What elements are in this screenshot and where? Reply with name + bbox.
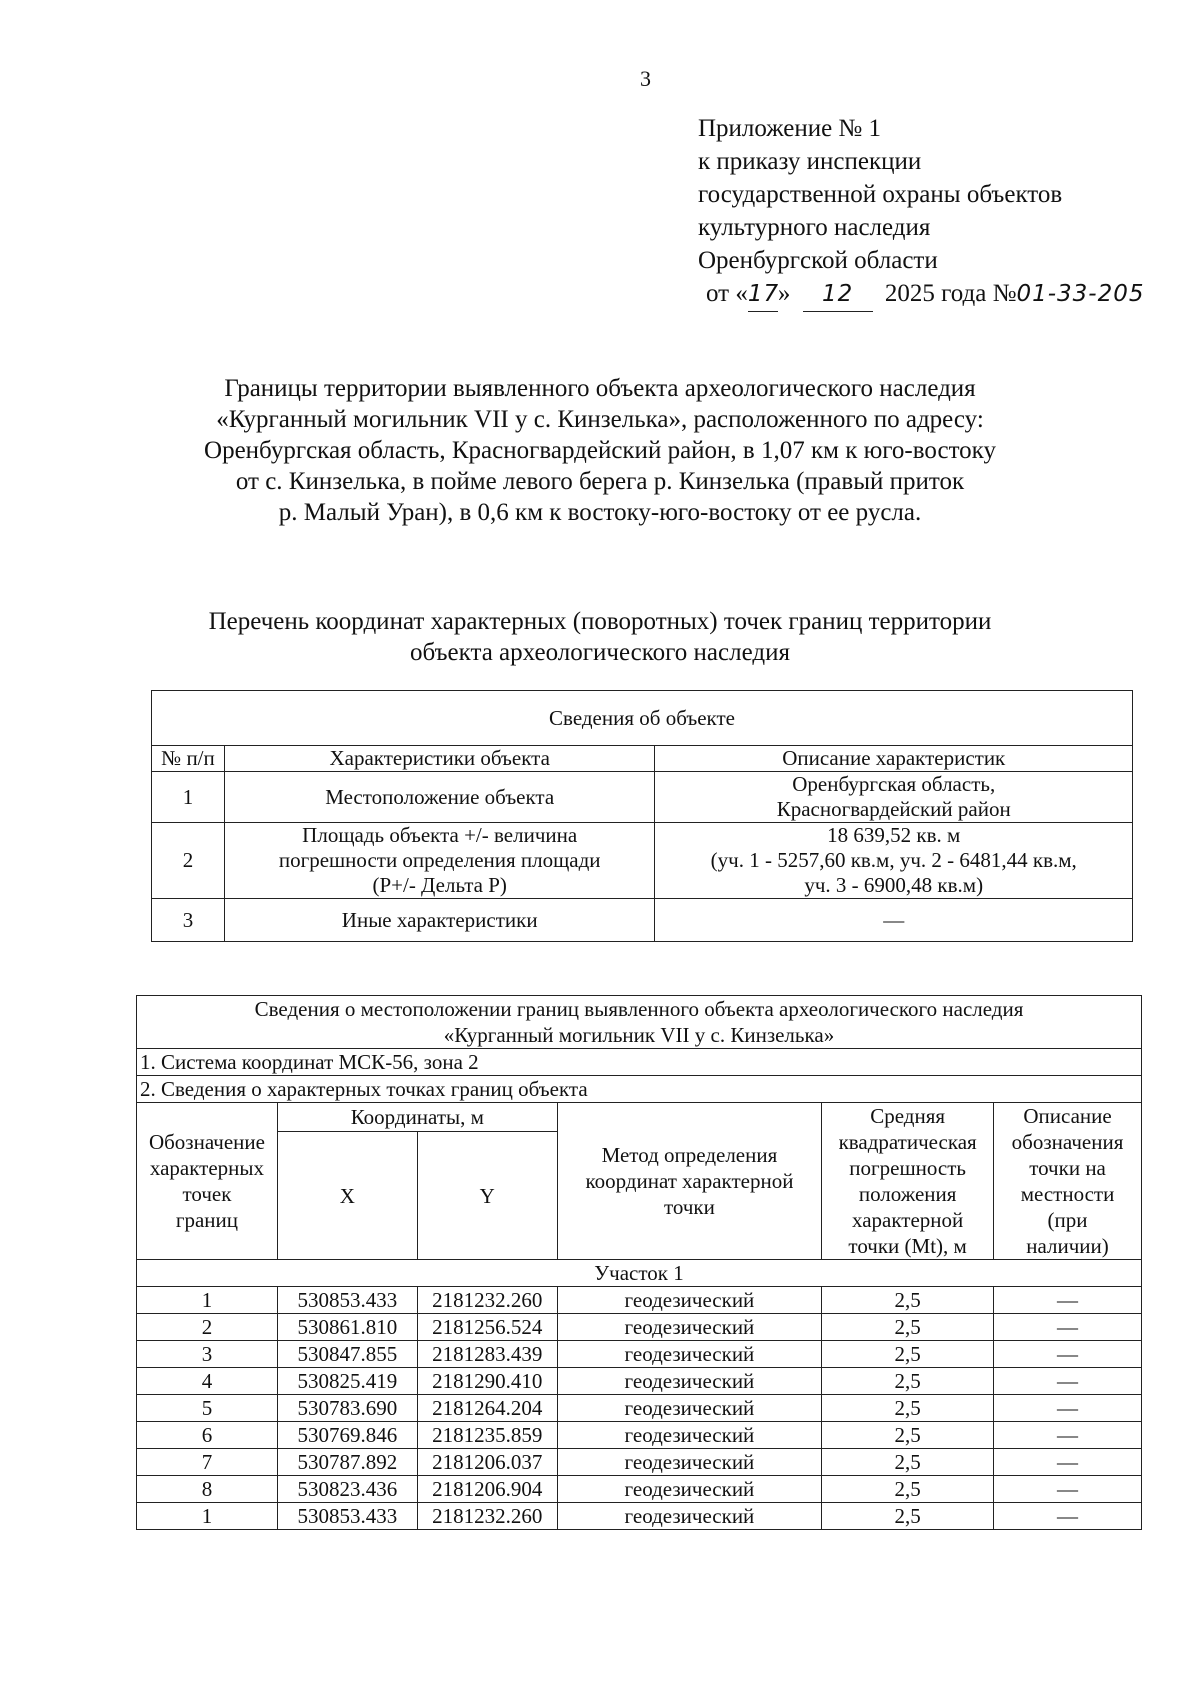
table-row (152, 823, 1133, 899)
cell-line: координат характерной (585, 1169, 794, 1193)
point-description: — (994, 1422, 1142, 1449)
title-line: Оренбургская область, Красногвардейский район, в 1,07 км к юго-востоку (204, 437, 996, 464)
header-coordinates: Координаты, м (277, 1103, 557, 1132)
coord-y: 2181290.410 (417, 1368, 557, 1395)
header-y: Y (417, 1132, 557, 1260)
cell-line: квадратическая (838, 1130, 977, 1154)
points-caption: 2. Сведения о характерных точках границ объекта (137, 1076, 1142, 1103)
title-line: р. Малый Уран), в 0,6 км к востоку-юго-востоку от ее русла. (278, 499, 922, 526)
cell-line: точки на (1029, 1156, 1106, 1180)
appendix-line: к приказу инспекции (698, 148, 922, 175)
mean-error: 2,5 (822, 1395, 994, 1422)
table-row (137, 1422, 1142, 1449)
order-month: 12 (803, 278, 873, 312)
mean-error: 2,5 (822, 1341, 994, 1368)
cell-line: положения (858, 1182, 957, 1206)
coord-y: 2181206.904 (417, 1476, 557, 1503)
method: геодезический (557, 1287, 822, 1314)
cell-line: характерной (852, 1208, 964, 1232)
coord-y: 2181232.260 (417, 1503, 557, 1530)
row-characteristic (224, 772, 655, 823)
coord-y: 2181206.037 (417, 1449, 557, 1476)
order-day: 17 (748, 278, 778, 312)
coordinate-system: 1. Система координат МСК-56, зона 2 (137, 1049, 1142, 1076)
cell-line: Оренбургская область, (792, 772, 996, 796)
coord-table-title (137, 996, 1142, 1049)
coord-x: 530847.855 (277, 1341, 417, 1368)
cell-line: 18 639,52 кв. м (827, 823, 961, 847)
header-num: № п/п (152, 746, 225, 772)
cell-line: точек (182, 1182, 232, 1206)
date-mid: » (777, 280, 791, 307)
date-prefix: от « (706, 280, 748, 307)
document-title (0, 373, 1200, 528)
cell-line: Иные характеристики (341, 907, 538, 932)
cell-line: обозначения (1011, 1130, 1124, 1154)
appendix-header (698, 112, 1145, 310)
coord-y: 2181235.859 (417, 1422, 557, 1449)
coord-x: 530783.690 (277, 1395, 417, 1422)
row-description (655, 899, 1133, 942)
mean-error: 2,5 (822, 1314, 994, 1341)
point-description: — (994, 1314, 1142, 1341)
mean-error: 2,5 (822, 1368, 994, 1395)
appendix-line: Оренбургской области (698, 247, 938, 274)
coord-x: 530823.436 (277, 1476, 417, 1503)
point-description: — (994, 1476, 1142, 1503)
cell-line: Средняя (870, 1104, 946, 1128)
table-row (137, 1287, 1142, 1314)
row-description (655, 823, 1133, 899)
cell-line: — (883, 907, 905, 932)
header-method (557, 1103, 822, 1260)
coordinate-rows (137, 1287, 1142, 1530)
order-date-line (706, 277, 1145, 310)
cell-line: Местоположение объекта (325, 784, 555, 809)
cell-line: точки (Mt), м (848, 1234, 967, 1258)
title-line: «Курганный могильник VII у с. Кинзелька», расположенного по адресу: (216, 406, 984, 433)
row-num: 3 (152, 899, 225, 942)
cell-line: «Курганный могильник VII у с. Кинзелька» (443, 1023, 835, 1047)
order-number: 01-33-205 (1016, 281, 1145, 307)
list-title-line: Перечень координат характерных (поворотных) точек границ территории (208, 608, 992, 635)
mean-error: 2,5 (822, 1449, 994, 1476)
point-description: — (994, 1395, 1142, 1422)
method: геодезический (557, 1314, 822, 1341)
method: геодезический (557, 1503, 822, 1530)
method: геодезический (557, 1368, 822, 1395)
header-characteristic: Характеристики объекта (224, 746, 655, 772)
table-row (137, 1449, 1142, 1476)
cell-line: Обозначение (148, 1130, 265, 1154)
table-row (137, 1503, 1142, 1530)
cell-line: наличии) (1026, 1234, 1109, 1258)
cell-line: (при (1047, 1208, 1088, 1232)
row-num: 2 (152, 823, 225, 899)
point-number: 5 (137, 1395, 278, 1422)
header-mean-error (822, 1103, 994, 1260)
point-number: 4 (137, 1368, 278, 1395)
cell-line: (P+/- Дельта P) (372, 873, 507, 897)
mean-error: 2,5 (822, 1422, 994, 1449)
method: геодезический (557, 1422, 822, 1449)
appendix-line: Приложение № 1 (698, 115, 882, 142)
method: геодезический (557, 1341, 822, 1368)
coord-x: 530853.433 (277, 1287, 417, 1314)
section-label: Участок 1 (137, 1260, 1142, 1287)
cell-line: Метод определения (601, 1143, 778, 1167)
cell-line: Сведения о местоположении границ выявленного объекта археологического наследия (254, 997, 1024, 1021)
table-row (152, 899, 1133, 942)
header-designation (137, 1103, 278, 1260)
cell-line: погрешность (849, 1156, 966, 1180)
table-row (137, 1395, 1142, 1422)
date-suffix: 2025 года № (884, 280, 1017, 307)
table-row (137, 1368, 1142, 1395)
cell-line: местности (1020, 1182, 1115, 1206)
point-number: 6 (137, 1422, 278, 1449)
cell-line: погрешности определения площади (278, 848, 601, 872)
header-point-description (994, 1103, 1142, 1260)
coord-x: 530787.892 (277, 1449, 417, 1476)
coord-x: 530825.419 (277, 1368, 417, 1395)
cell-line: Площадь объекта +/- величина (302, 823, 578, 847)
appendix-line: государственной охраны объектов (698, 181, 1063, 208)
point-number: 7 (137, 1449, 278, 1476)
method: геодезический (557, 1449, 822, 1476)
cell-line: (уч. 1 - 5257,60 кв.м, уч. 2 - 6481,44 кв.м, (710, 848, 1077, 872)
mean-error: 2,5 (822, 1503, 994, 1530)
method: геодезический (557, 1395, 822, 1422)
list-title-line: объекта археологического наследия (410, 639, 790, 666)
cell-line: характерных (149, 1156, 265, 1180)
appendix-line: культурного наследия (698, 214, 931, 241)
table-row (137, 1341, 1142, 1368)
coord-x: 530769.846 (277, 1422, 417, 1449)
point-number: 1 (137, 1503, 278, 1530)
point-number: 2 (137, 1314, 278, 1341)
coordinates-list-title (0, 606, 1200, 668)
point-number: 1 (137, 1287, 278, 1314)
cell-line: уч. 3 - 6900,48 кв.м) (804, 873, 984, 897)
row-description (655, 772, 1133, 823)
table-row (137, 1476, 1142, 1503)
point-description: — (994, 1449, 1142, 1476)
row-num: 1 (152, 772, 225, 823)
point-number: 8 (137, 1476, 278, 1503)
method: геодезический (557, 1476, 822, 1503)
object-table-title: Сведения об объекте (152, 691, 1133, 746)
header-description: Описание характеристик (655, 746, 1133, 772)
coord-x: 530861.810 (277, 1314, 417, 1341)
coord-y: 2181256.524 (417, 1314, 557, 1341)
point-description: — (994, 1368, 1142, 1395)
coord-y: 2181232.260 (417, 1287, 557, 1314)
title-line: от с. Кинзелька, в пойме левого берега р. Кинзелька (правый приток (235, 468, 965, 495)
object-info-table (151, 690, 1133, 942)
boundary-coordinates-table (136, 995, 1142, 1530)
title-line: Границы территории выявленного объекта археологического наследия (224, 375, 976, 402)
row-characteristic (224, 823, 655, 899)
cell-line: Описание (1023, 1104, 1112, 1128)
point-description: — (994, 1341, 1142, 1368)
point-number: 3 (137, 1341, 278, 1368)
coord-y: 2181264.204 (417, 1395, 557, 1422)
point-description: — (994, 1503, 1142, 1530)
coord-x: 530853.433 (277, 1503, 417, 1530)
coord-y: 2181283.439 (417, 1341, 557, 1368)
mean-error: 2,5 (822, 1476, 994, 1503)
cell-line: границ (175, 1208, 239, 1232)
row-characteristic (224, 899, 655, 942)
header-x: X (277, 1132, 417, 1260)
point-description: — (994, 1287, 1142, 1314)
table-row (137, 1314, 1142, 1341)
mean-error: 2,5 (822, 1287, 994, 1314)
cell-line: Красногвардейский район (776, 797, 1011, 821)
table-row (152, 772, 1133, 823)
page-number: 3 (640, 66, 651, 91)
cell-line: точки (664, 1195, 715, 1219)
